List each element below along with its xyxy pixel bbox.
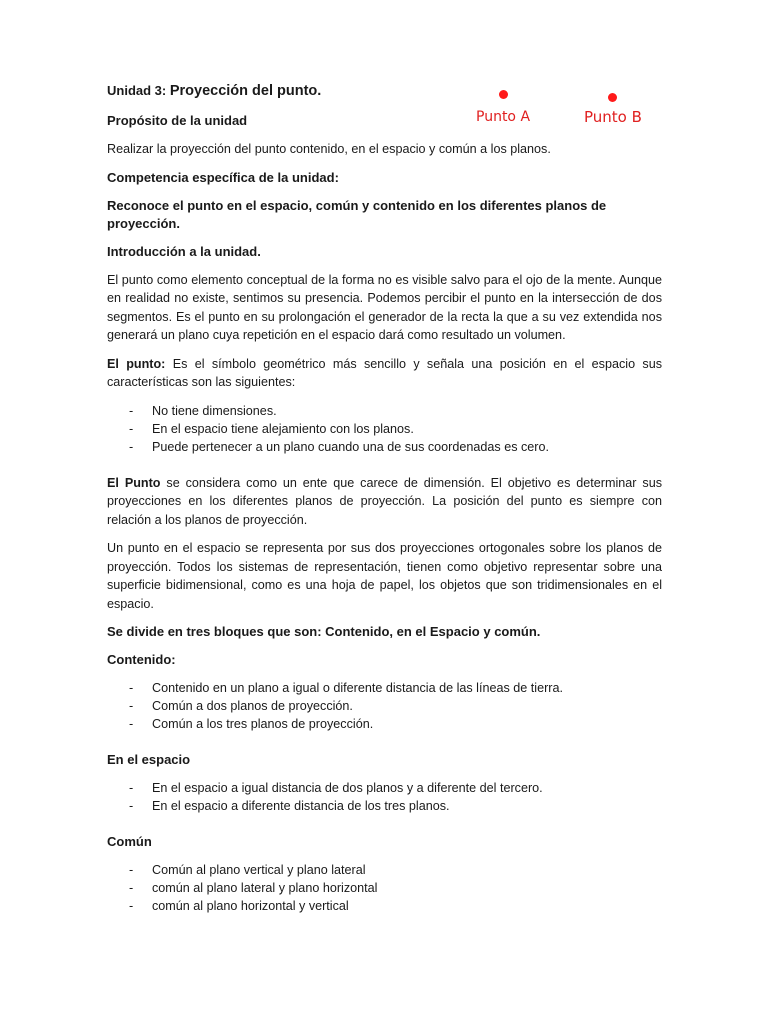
point-definition <box>107 355 662 392</box>
list-item <box>107 420 662 438</box>
document-page <box>107 80 662 927</box>
contenido-heading: Contenido: <box>107 652 176 667</box>
bullet-dash: - <box>129 681 134 695</box>
point-entity-text: se considera como un ente que carece de dimensión. El objetivo es determinar sus proyecciones en los diferentes planos de proyección. La posición del punto es siempre con relación a los planos de proyección. <box>107 475 662 527</box>
comun-list <box>107 861 662 915</box>
purpose-heading: Propósito de la unidad <box>107 113 248 128</box>
bullet-dash: - <box>129 717 134 731</box>
espacio-list <box>107 779 662 815</box>
bullet-dash: - <box>129 699 134 713</box>
list-item-text: En el espacio a igual distancia de dos planos y a diferente del tercero. <box>152 781 543 795</box>
list-item <box>107 797 662 815</box>
list-item-text: Común a los tres planos de proyección. <box>152 717 374 731</box>
point-entity-lead: El Punto <box>107 475 161 490</box>
espacio-heading: En el espacio <box>107 752 191 767</box>
list-item-text: común al plano lateral y plano horizontal <box>152 881 378 895</box>
competence-heading: Competencia específica de la unidad: <box>107 169 339 185</box>
point-definition-lead: El punto: <box>107 356 166 371</box>
list-item-text: Contenido en un plano a igual o diferente distancia de las líneas de tierra. <box>152 681 563 695</box>
list-item <box>107 861 662 879</box>
intro-heading: Introducción a la unidad. <box>107 243 261 259</box>
list-item <box>107 779 662 797</box>
representation-paragraph: Un punto en el espacio se representa por sus dos proyecciones ortogonales sobre los planos de proyección. Todos los sistemas de representación, tienen como objetivo representar sobre una superficie bidimensional, como es una hoja de papel, los objetos que son tridimensionales en el espacio. <box>107 541 662 611</box>
intro-text: El punto como elemento conceptual de la forma no es visible salvo para el ojo de la mente. Aunque en realidad no existe, sentimos su presencia. Podemos percibir el punto en la intersección de dos segmentos. Es el punto en su prolongación el generador de la recta la que a su vez extendida nos generará un plano cuya repetición en el espacio dará como resultado un volumen. <box>107 272 662 342</box>
bullet-dash: - <box>129 439 134 454</box>
point-b-label: Punto B <box>584 108 642 126</box>
bullet-dash: - <box>129 781 134 795</box>
bullet-dash: - <box>129 899 134 913</box>
list-item <box>107 879 662 897</box>
unit-title: Proyección del punto. <box>169 83 322 99</box>
list-item <box>107 697 662 715</box>
list-item <box>107 402 662 420</box>
bullet-dash: - <box>129 799 134 813</box>
list-item <box>107 679 662 697</box>
bullet-dash: - <box>129 403 134 418</box>
blocks-heading: Se divide en tres bloques que son: Contenido, en el Espacio y común. <box>107 624 541 639</box>
comun-heading: Común <box>107 834 152 849</box>
list-item-text: En el espacio a diferente distancia de los tres planos. <box>152 799 450 813</box>
list-item-text: En el espacio tiene alejamiento con los planos. <box>152 421 414 436</box>
list-item-text: Común al plano vertical y plano lateral <box>152 863 366 877</box>
point-entity-paragraph <box>107 474 662 530</box>
bullet-dash: - <box>129 863 134 877</box>
list-item <box>107 438 662 456</box>
point-a-label: Punto A <box>476 109 531 125</box>
unit-label: Unidad 3: <box>107 83 170 98</box>
list-item-text: Común a dos planos de proyección. <box>152 699 353 713</box>
point-definition-text: Es el símbolo geométrico más sencillo y señala una posición en el espacio sus características son las siguientes: <box>107 356 662 389</box>
competence-text: Reconoce el punto en el espacio, común y contenido en los diferentes planos de proyección. <box>107 197 607 231</box>
bullet-dash: - <box>129 421 134 436</box>
list-item-text: común al plano horizontal y vertical <box>152 899 349 913</box>
page-title <box>107 80 662 102</box>
list-item <box>107 897 662 915</box>
point-characteristics-list <box>107 402 662 456</box>
list-item-text: No tiene dimensiones. <box>152 403 277 418</box>
bullet-dash: - <box>129 881 134 895</box>
list-item-text: Puede pertenecer a un plano cuando una de sus coordenadas es cero. <box>152 439 549 454</box>
contenido-list <box>107 679 662 733</box>
purpose-text: Realizar la proyección del punto contenido, en el espacio y común a los planos. <box>107 142 551 156</box>
list-item <box>107 715 662 733</box>
